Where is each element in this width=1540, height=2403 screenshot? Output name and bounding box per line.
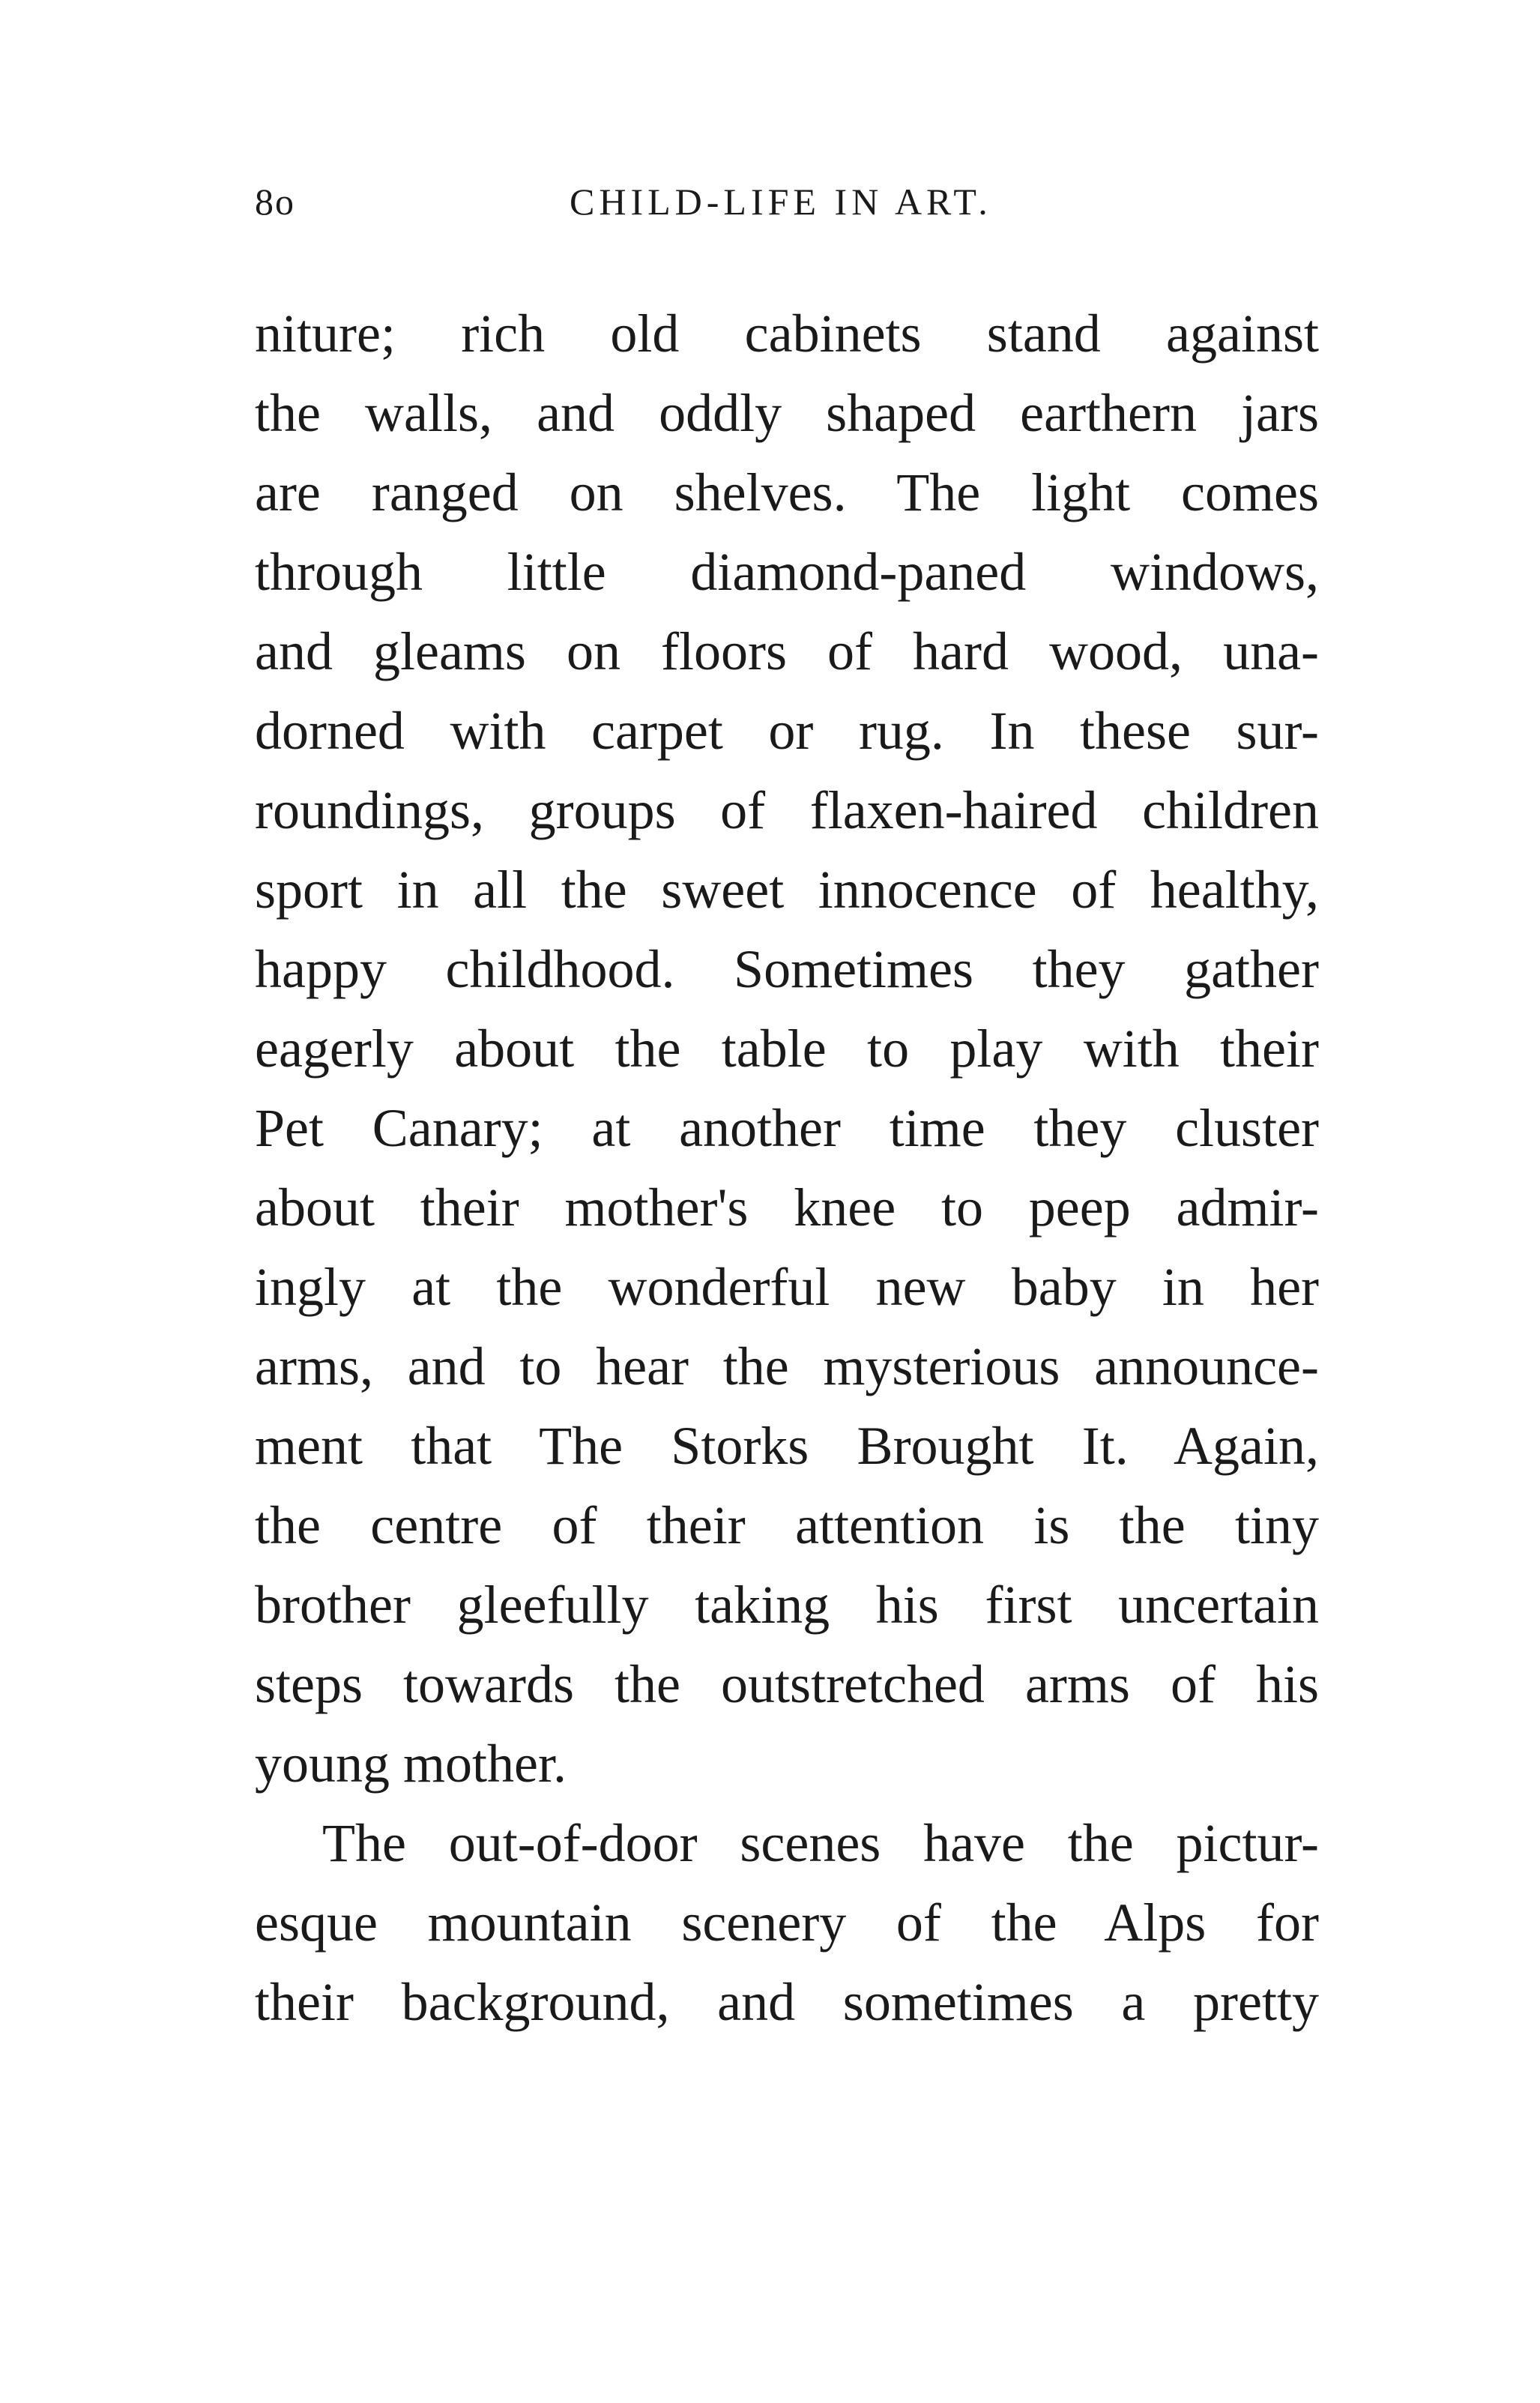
text-line: brother gleefully taking his first uncertain (255, 1575, 1319, 1635)
text-line: eagerly about the table to play with their (255, 1019, 1319, 1079)
text-line: sport in all the sweet innocence of healthy, (255, 860, 1319, 920)
text-line: the centre of their attention is the tiny (255, 1495, 1319, 1555)
text-line: ment that The Storks Brought It. Again, (255, 1416, 1319, 1476)
page-header (255, 180, 1319, 232)
text-line: their background, and sometimes a pretty (255, 1972, 1319, 2032)
text-line: and gleams on floors of hard wood, una- (255, 621, 1319, 681)
text-line: happy childhood. Sometimes they gather (255, 939, 1319, 999)
page-number: 8o (255, 181, 295, 223)
text-line: are ranged on shelves. The light comes (255, 462, 1319, 522)
text-line: roundings, groups of flaxen-haired children (255, 780, 1319, 840)
text-line: through little diamond-paned windows, (255, 542, 1319, 602)
text-line: steps towards the outstretched arms of his (255, 1654, 1319, 1714)
running-title: CHILD-LIFE IN ART. (570, 181, 992, 223)
text-line: ingly at the wonderful new baby in her (255, 1257, 1319, 1317)
text-line: Pet Canary; at another time they cluster (255, 1098, 1319, 1158)
body-text (255, 294, 1319, 2042)
text-line: esque mountain scenery of the Alps for (255, 1893, 1319, 1953)
text-line: young mother. (255, 1734, 567, 1794)
paragraph-first-line: The out-of-door scenes have the pictur- (322, 1813, 1319, 1873)
text-line: niture; rich old cabinets stand against (255, 304, 1319, 364)
text-line: dorned with carpet or rug. In these sur- (255, 701, 1319, 761)
text-line: the walls, and oddly shaped earthern jars (255, 383, 1319, 443)
text-line: arms, and to hear the mysterious announce- (255, 1336, 1319, 1396)
text-line: about their mother's knee to peep admir- (255, 1178, 1319, 1237)
